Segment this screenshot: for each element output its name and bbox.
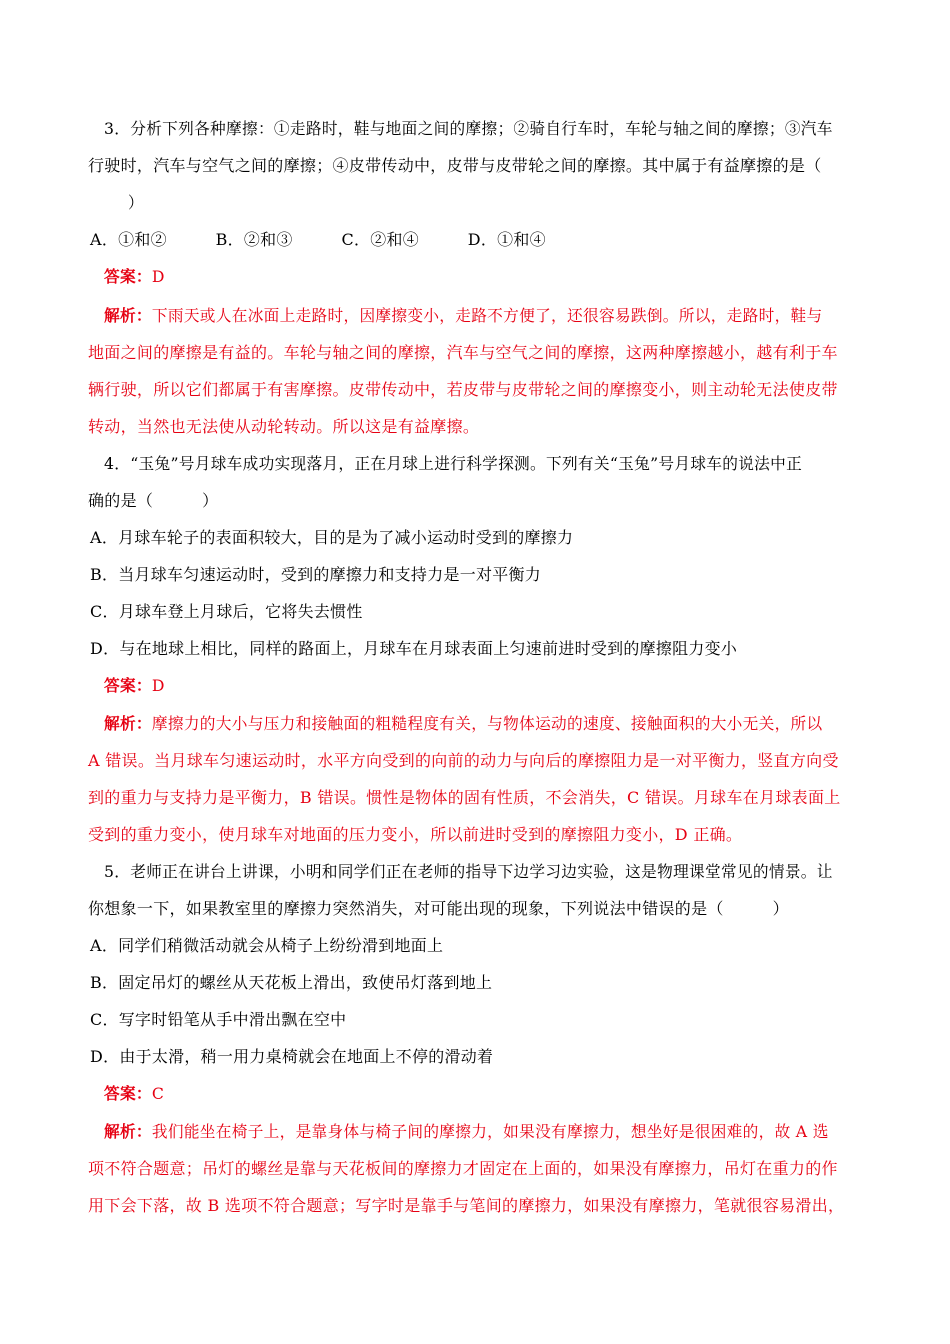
q4-analysis-line-2: A 错误。当月球车匀速运动时，水平方向受到的向前的动力与向后的摩擦阻力是一对平衡力，竖直方向受 bbox=[88, 751, 839, 770]
q3-stem-line-2: 行驶时，汽车与空气之间的摩擦；④皮带传动中，皮带与皮带轮之间的摩擦。其中属于有益摩擦的是（ bbox=[88, 156, 822, 175]
q5-analysis-line-3: 用下会下落，故 B 选项不符合题意；写字时是靠手与笔间的摩擦力，如果没有摩擦力，笔就很容易滑出， bbox=[88, 1196, 845, 1215]
q4-option-c: C．月球车登上月球后，它将失去惯性 bbox=[90, 602, 363, 621]
q4-option-a: A．月球车轮子的表面积较大，目的是为了减小运动时受到的摩擦力 bbox=[90, 528, 574, 547]
q4-option-d: D．与在地球上相比，同样的路面上，月球车在月球表面上匀速前进时受到的摩擦阻力变小 bbox=[90, 639, 738, 658]
q3-analysis-line-4: 转动，当然也无法使从动轮转动。所以这是有益摩擦。 bbox=[88, 417, 480, 436]
q4-answer-label: 答案： bbox=[104, 676, 152, 695]
q3-analysis-line-3: 辆行驶，所以它们都属于有害摩擦。皮带传动中，若皮带与皮带轮之间的摩擦变小，则主动轮无法使皮带 bbox=[88, 380, 838, 399]
q3-stem-line-1: 3．分析下列各种摩擦：①走路时，鞋与地面之间的摩擦；②骑自行车时，车轮与轴之间的摩擦；③汽车 bbox=[104, 119, 833, 138]
q5-option-b: B．固定吊灯的螺丝从天花板上滑出，致使吊灯落到地上 bbox=[90, 973, 493, 992]
q3-analysis-label: 解析： bbox=[104, 306, 152, 325]
q5-analysis-line-1 bbox=[104, 1121, 868, 1143]
q3-answer-value: D bbox=[151, 267, 165, 286]
q4-analysis-line-4: 受到的重力变小，使月球车对地面的压力变小，所以前进时受到的摩擦阻力变小，D 正确。 bbox=[88, 825, 743, 844]
q3-answer-label: 答案： bbox=[104, 267, 152, 286]
q5-answer-label: 答案： bbox=[104, 1084, 152, 1103]
q4-answer-value: D bbox=[151, 676, 165, 695]
q4-analysis-line-1 bbox=[104, 713, 868, 735]
q5-analysis-text-1: 我们能坐在椅子上，是靠身体与椅子间的摩擦力，如果没有摩擦力，想坐好是很困难的，故 A 选 bbox=[151, 1122, 829, 1141]
q5-option-a: A．同学们稍微活动就会从椅子上纷纷滑到地面上 bbox=[90, 936, 444, 955]
q5-analysis-label: 解析： bbox=[104, 1122, 152, 1141]
q5-option-d: D．由于太滑，稍一用力桌椅就会在地面上不停的滑动着 bbox=[90, 1047, 494, 1066]
q3-analysis-line-1 bbox=[104, 305, 868, 327]
q5-option-c: C．写字时铅笔从手中滑出飘在空中 bbox=[90, 1010, 347, 1029]
q5-stem-line-2: 你想象一下，如果教室里的摩擦力突然消失，对可能出现的现象，下列说法中错误的是（ ） bbox=[88, 899, 789, 918]
q4-analysis-text-1: 摩擦力的大小与压力和接触面的粗糙程度有关，与物体运动的速度、接触面积的大小无关，所以 bbox=[151, 714, 823, 733]
q3-options: A．①和② B．②和③ C．②和④ D．①和④ bbox=[90, 230, 546, 249]
q4-analysis-label: 解析： bbox=[104, 714, 152, 733]
q4-stem-line-1: 4．“玉兔”号月球车成功实现落月，正在月球上进行科学探测。下列有关“玉兔”号月球车的说法中正 bbox=[104, 454, 803, 473]
q5-answer-value: C bbox=[151, 1084, 165, 1103]
q5-stem-line-1: 5．老师正在讲台上讲课，小明和同学们正在老师的指导下边学习边实验，这是物理课堂常见的情景。让 bbox=[104, 862, 833, 881]
q4-answer bbox=[104, 675, 868, 697]
q4-stem-line-2: 确的是（ ） bbox=[88, 491, 219, 510]
q3-analysis-line-2: 地面之间的摩擦是有益的。车轮与轴之间的摩擦，汽车与空气之间的摩擦，这两种摩擦越小，越有利于车 bbox=[88, 343, 838, 362]
q3-stem-line-3: ） bbox=[128, 193, 144, 212]
q3-analysis-text-1: 下雨天或人在冰面上走路时，因摩擦变小，走路不方便了，还很容易跌倒。所以，走路时，鞋与 bbox=[151, 306, 823, 325]
q5-analysis-line-2: 项不符合题意；吊灯的螺丝是靠与天花板间的摩擦力才固定在上面的，如果没有摩擦力，吊灯在重力的作 bbox=[88, 1159, 838, 1178]
q5-answer bbox=[104, 1083, 868, 1105]
q4-option-b: B．当月球车匀速运动时，受到的摩擦力和支持力是一对平衡力 bbox=[90, 565, 542, 584]
q4-analysis-line-3: 到的重力与支持力是平衡力，B 错误。惯性是物体的固有性质，不会消失，C 错误。月球车在月球表面上 bbox=[88, 788, 841, 807]
q3-answer bbox=[104, 266, 868, 288]
